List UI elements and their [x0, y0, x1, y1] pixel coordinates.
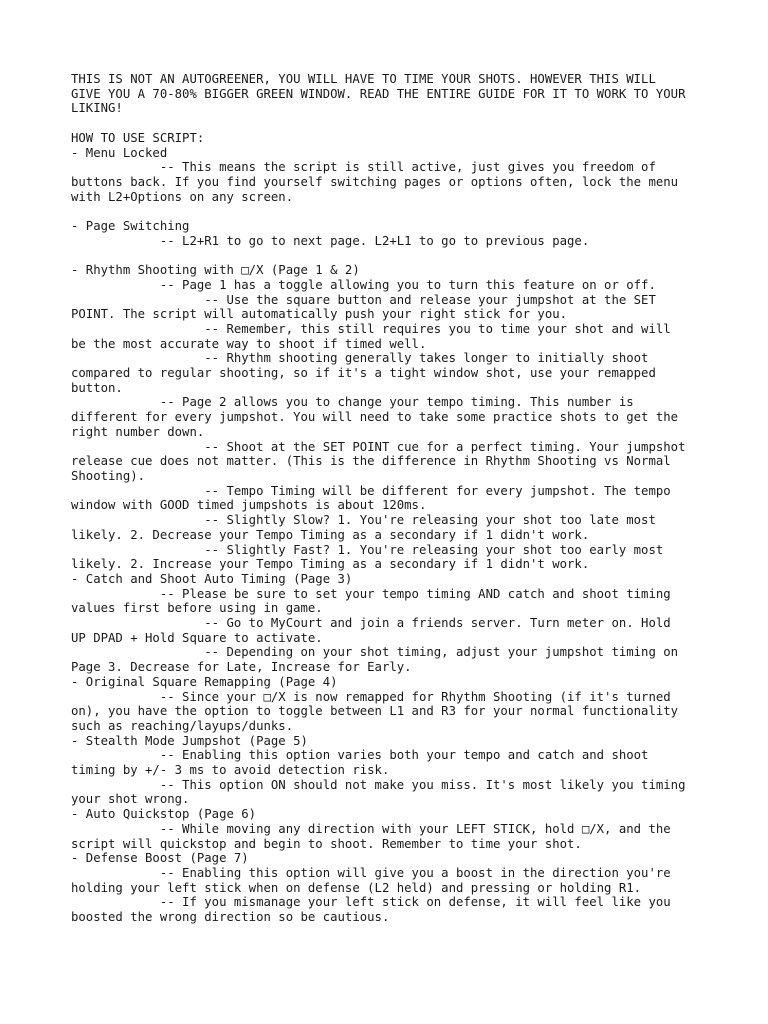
text-line: -- Rhythm shooting generally takes longer to initially shoot: [71, 351, 649, 366]
text-line: -- Enabling this option varies both your tempo and catch and shoot: [71, 748, 649, 763]
text-line: -- Shoot at the SET POINT cue for a perfect timing. Your jumpshot: [71, 439, 686, 454]
text-line: such as reaching/layups/dunks.: [71, 718, 294, 733]
text-line: timing by +/- 3 ms to avoid detection risk.: [71, 763, 390, 778]
text-line: - Stealth Mode Jumpshot (Page 5): [71, 733, 308, 748]
text-line: -- This means the script is still active, just gives you freedom of: [71, 160, 656, 175]
text-line: your shot wrong.: [71, 792, 190, 807]
text-line: GIVE YOU A 70-80% BIGGER GREEN WINDOW. READ THE ENTIRE GUIDE FOR IT TO WORK TO YOUR: [71, 86, 686, 101]
text-line: likely. 2. Increase your Tempo Timing as a secondary if 1 didn't work.: [71, 557, 590, 572]
text-line: -- Slightly Fast? 1. You're releasing your shot too early most: [71, 542, 664, 557]
text-line: - Menu Locked: [71, 145, 168, 160]
text-line: -- Depending on your shot timing, adjust your jumpshot timing on: [71, 645, 679, 660]
text-line: -- Page 2 allows you to change your tempo timing. This number is: [71, 395, 634, 410]
text-line: -- Page 1 has a toggle allowing you to turn this feature on or off.: [71, 277, 656, 292]
text-line: -- Enabling this option will give you a boost in the direction you're: [71, 865, 671, 880]
blank-line: [71, 204, 711, 219]
text-line: values first before using in game.: [71, 601, 323, 616]
text-line: release cue does not matter. (This is the difference in Rhythm Shooting vs Normal: [71, 454, 671, 469]
text-line: -- This option ON should not make you miss. It's most likely you timing: [71, 777, 686, 792]
text-line: button.: [71, 380, 123, 395]
text-line: Page 3. Decrease for Late, Increase for Early.: [71, 660, 412, 675]
text-line: -- Remember, this still requires you to time your shot and will: [71, 321, 671, 336]
blank-line: [71, 248, 711, 263]
text-line: -- L2+R1 to go to next page. L2+L1 to go to previous page.: [71, 233, 590, 248]
text-line: be the most accurate way to shoot if timed well.: [71, 336, 427, 351]
text-line: HOW TO USE SCRIPT:: [71, 130, 205, 145]
text-line: -- Slightly Slow? 1. You're releasing your shot too late most: [71, 513, 656, 528]
text-line: -- Since your □/X is now remapped for Rhythm Shooting (if it's turned: [71, 689, 671, 704]
text-line: boosted the wrong direction so be cautious.: [71, 910, 390, 925]
text-line: holding your left stick when on defense (L2 held) and pressing or holding R1.: [71, 880, 642, 895]
text-line: buttons back. If you find yourself switching pages or options often, lock the menu: [71, 174, 679, 189]
text-line: POINT. The script will automatically push your right stick for you.: [71, 307, 568, 322]
text-line: compared to regular shooting, so if it's a tight window shot, use your remapped: [71, 366, 656, 381]
text-line: different for every jumpshot. You will need to take some practice shots to get the: [71, 410, 679, 425]
document-body: [71, 72, 711, 925]
text-line: likely. 2. Decrease your Tempo Timing as a secondary if 1 didn't work.: [71, 527, 590, 542]
text-line: Shooting).: [71, 468, 146, 483]
text-line: -- Use the square button and release your jumpshot at the SET: [71, 292, 656, 307]
text-line: - Page Switching: [71, 219, 190, 234]
text-line: with L2+Options on any screen.: [71, 189, 294, 204]
text-line: - Original Square Remapping (Page 4): [71, 674, 338, 689]
text-line: window with GOOD timed jumpshots is about 120ms.: [71, 498, 427, 513]
text-line: -- Go to MyCourt and join a friends server. Turn meter on. Hold: [71, 616, 671, 631]
text-line: -- Please be sure to set your tempo timing AND catch and shoot timing: [71, 586, 671, 601]
text-line: LIKING!: [71, 101, 123, 116]
document-page: [71, 72, 711, 925]
text-line: - Defense Boost (Page 7): [71, 851, 249, 866]
text-line: -- If you mismanage your left stick on defense, it will feel like you: [71, 895, 671, 910]
text-line: THIS IS NOT AN AUTOGREENER, YOU WILL HAVE TO TIME YOUR SHOTS. HOWEVER THIS WILL: [71, 72, 656, 86]
text-line: -- While moving any direction with your LEFT STICK, hold □/X, and the: [71, 821, 671, 836]
text-line: - Rhythm Shooting with □/X (Page 1 & 2): [71, 263, 360, 278]
text-line: right number down.: [71, 424, 205, 439]
text-line: -- Tempo Timing will be different for every jumpshot. The tempo: [71, 483, 671, 498]
text-line: - Catch and Shoot Auto Timing (Page 3): [71, 571, 353, 586]
text-line: script will quickstop and begin to shoot. Remember to time your shot.: [71, 836, 582, 851]
text-line: on), you have the option to toggle between L1 and R3 for your normal functionality: [71, 704, 679, 719]
text-line: UP DPAD + Hold Square to activate.: [71, 630, 323, 645]
text-line: - Auto Quickstop (Page 6): [71, 807, 257, 822]
blank-line: [71, 116, 711, 131]
